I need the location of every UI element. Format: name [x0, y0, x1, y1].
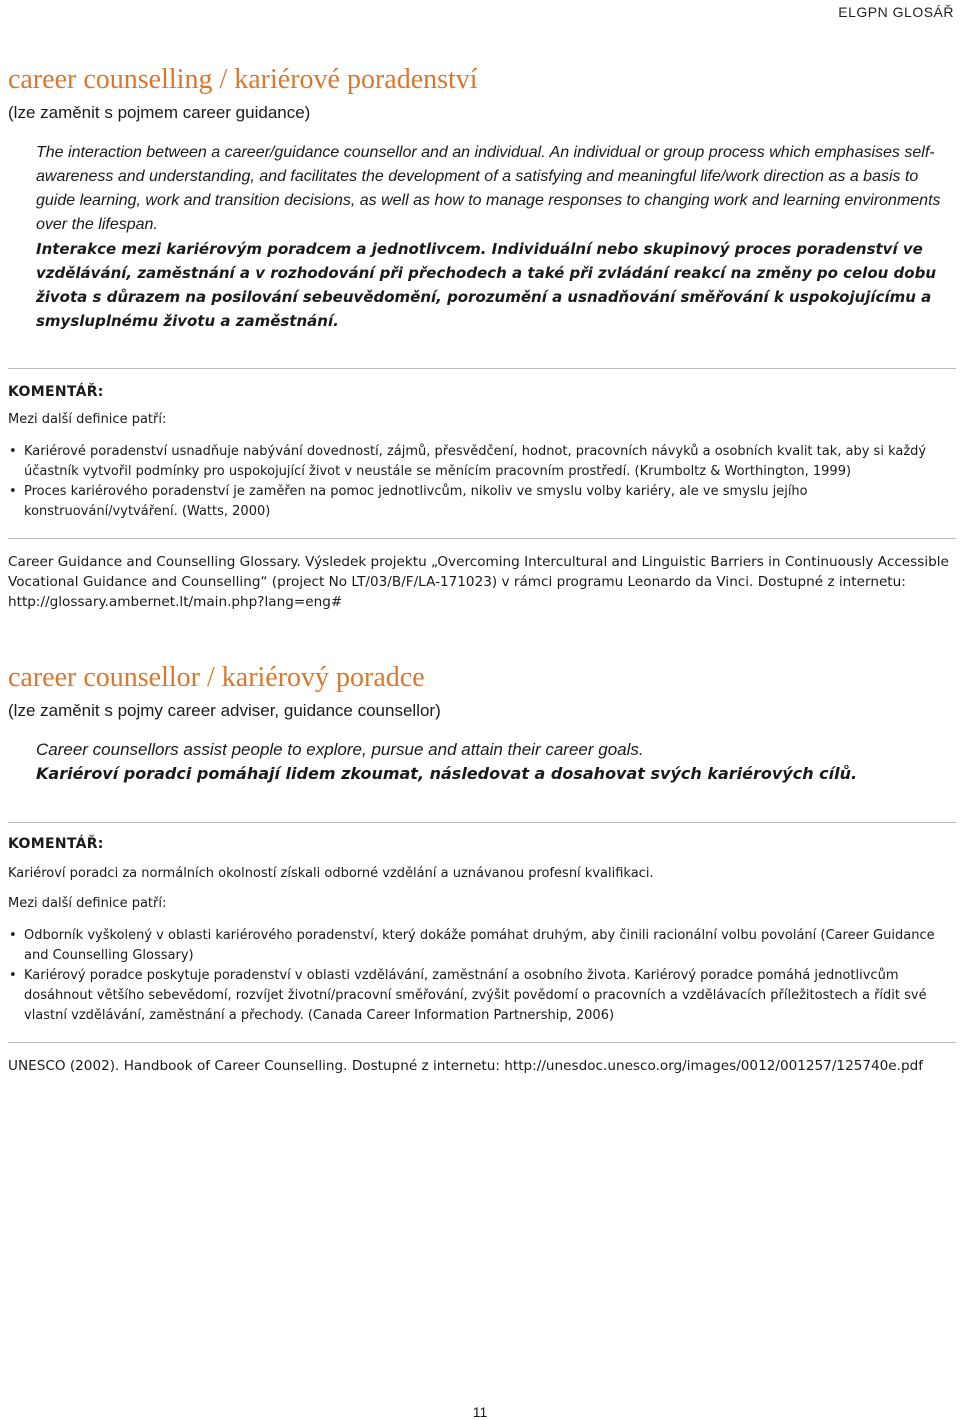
source-citation: [8, 552, 956, 612]
glossary-entry-career-counsellor: [8, 662, 956, 786]
divider: [8, 1042, 956, 1043]
source-text: UNESCO (2002). Handbook of Career Counselling. Dostupné z internetu: http://unesdoc.unesco.org/images/0012/001257/125740e.pdf: [8, 1058, 924, 1074]
divider: [8, 538, 956, 539]
comment-label: KOMENTÁŘ:: [8, 384, 104, 400]
list-item: • Proces kariérového poradenství je zaměřen na pomoc jednotlivcům, nikoliv ve smyslu volby kariéry, ale ve smyslu jejího konstruování/vytváření. (Watts, 2000): [9, 484, 808, 519]
entry-title: career counsellor / kariérový poradce: [8, 662, 425, 693]
bullet-icon: •: [9, 928, 17, 943]
comment-label: KOMENTÁŘ:: [8, 836, 104, 852]
synonym-note: (lze zaměnit s pojmy career adviser, guidance counsellor): [8, 701, 441, 720]
divider: [8, 368, 956, 369]
definition-block: [36, 141, 956, 333]
source-citation: [8, 1056, 956, 1076]
source-text: Career Guidance and Counselling Glossary. Výsledek projektu „Overcoming Intercultural and Linguistic Barriers in Continuously Accessible Vocational Guidance and Counselling“ (project No LT/03/B/F/LA-171023) v rámci programu Leonardo da Vinci. Dostupné z internetu: http://glossary.ambernet.lt/main.php?lang=eng#: [8, 554, 949, 610]
definition-czech: Interakce mezi kariérovým poradcem a jednotlivcem. Individuální nebo skupinový proces poradenství ve vzdělávání, zaměstnání a v rozhodování při přechodech a také při zvládání reakcí na změny po celou dobu života s důrazem na posilování sebeuvědomění, porozumění a usnadňování směřování k uspokojujícímu a smysluplnému životu a zaměstnání.: [36, 240, 936, 330]
comment-section: [8, 384, 956, 522]
list-item: • Kariérový poradce poskytuje poradenství v oblasti vzdělávání, zaměstnání a osobního života. Kariérový poradce pomáhá jednotlivcům dosáhnout většího sebevědomí, rozvíjet životní/pracovní směřování, zvýšit povědomí o pracovních a vzdělávacích příležitostech a řídit své vlastní vzdělávání, zaměstnání a přechody. (Canada Career Information Partnership, 2006): [9, 968, 927, 1023]
definition-block: [36, 738, 956, 786]
running-header: ELGPN GLOSÁŘ: [838, 4, 954, 20]
bullet-icon: •: [9, 444, 17, 459]
list-item: • Odborník vyškolený v oblasti kariérového poradenství, který dokáže pomáhat druhým, aby činili racionální volbu povolání (Career Guidance and Counselling Glossary): [9, 928, 935, 963]
synonym-note: (lze zaměnit s pojmem career guidance): [8, 103, 311, 122]
definition-english: Career counsellors assist people to explore, pursue and attain their career goals.: [36, 740, 644, 759]
definition-list: [8, 926, 956, 1026]
divider: [8, 822, 956, 823]
comment-section: [8, 836, 956, 1026]
list-item: • Kariérové poradenství usnadňuje nabývání dovedností, zájmů, přesvědčení, hodnot, pracovních návyků a osobních kvalit tak, aby si každý účastník vytvořil podmínky pro uspokojující život v neustále se měnícím pracovním prostředí. (Krumboltz & Worthington, 1999): [9, 444, 927, 479]
page-number: 11: [472, 1404, 488, 1420]
glossary-entry-career-counselling: [8, 64, 956, 333]
other-definitions-label: Mezi další definice patří:: [8, 412, 167, 427]
other-definitions-label: Mezi další definice patří:: [8, 896, 167, 911]
entry-title: career counselling / kariérové poradenství: [8, 64, 478, 95]
definition-czech: Kariéroví poradci pomáhají lidem zkoumat, následovat a dosahovat svých kariérových cílů.: [36, 764, 858, 783]
bullet-icon: •: [9, 484, 17, 499]
bullet-icon: •: [9, 968, 17, 983]
definition-list: [8, 442, 956, 522]
comment-text: Kariéroví poradci za normálních okolností získali odborné vzdělání a uznávanou profesní kvalifikaci.: [8, 866, 654, 881]
definition-english: The interaction between a career/guidance counsellor and an individual. An individual or group process which emphasises self-awareness and understanding, and facilitates the development of a satisfying and meaningful life/work direction as a basis to guide learning, work and transition decisions, as well as how to manage responses to changing work and learning environments over the lifespan.: [36, 144, 941, 233]
